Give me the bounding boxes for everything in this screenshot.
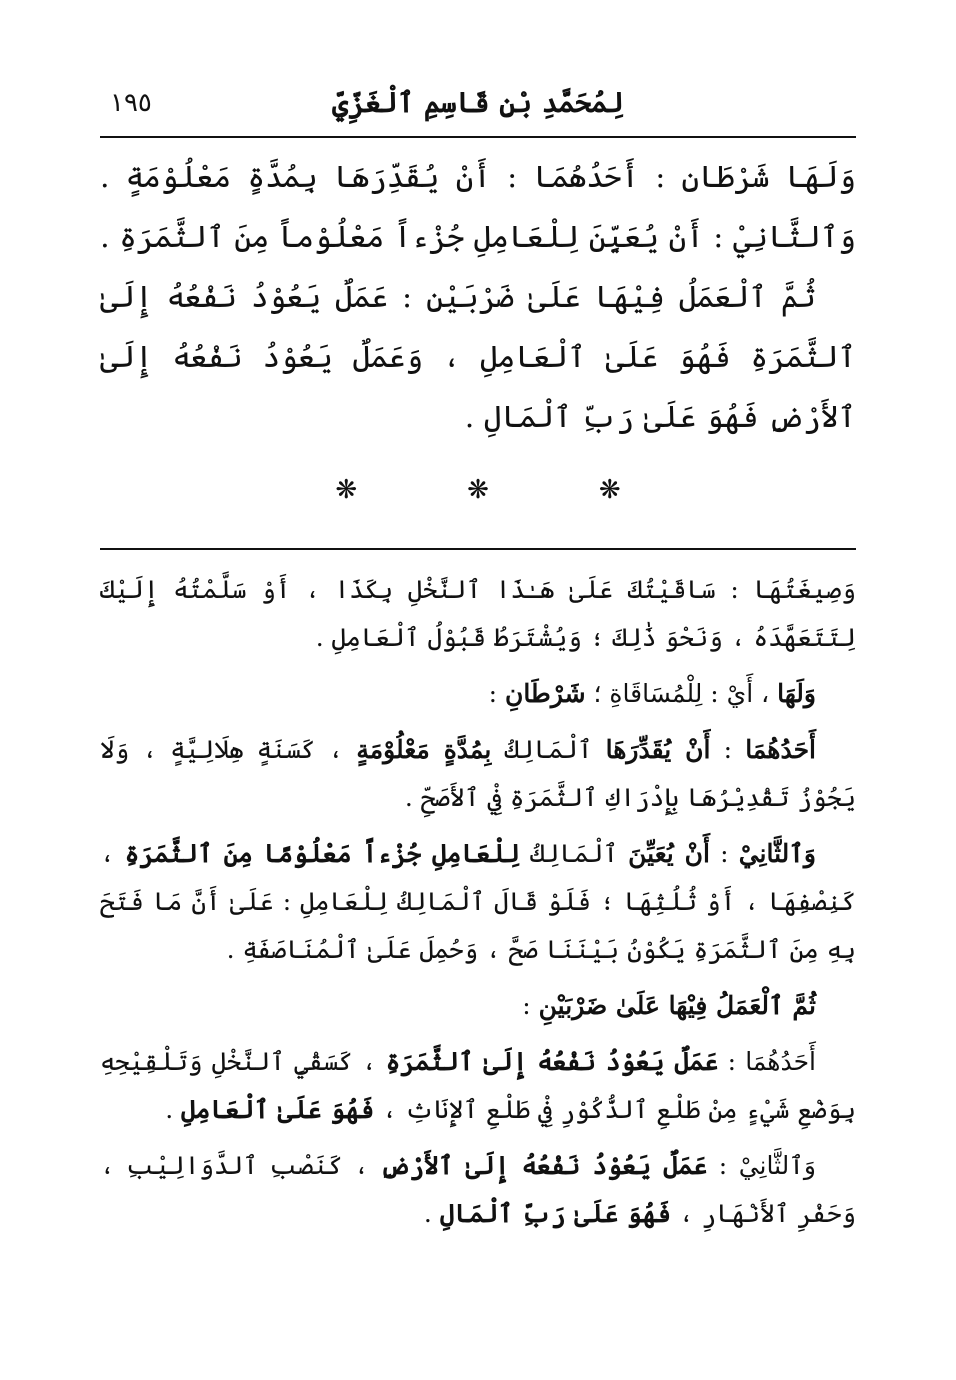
commentary-run: ، كَنِصْفِهَا ، أَوْ ثُلُثِهَا ؛ فَلَوْ قَالَ ٱلْمَالِكُ لِلْعَامِلِ : عَلَىٰ أَنَّ مَا فَتَحَ بِهِ مِنَ ٱلثَّمَرَةِ يَكُوْنُ بَيْنَنَا صَحَّ ، وَحُمِلَ عَلَىٰ ٱلْمُنَاصَفَةِ . <box>100 839 856 964</box>
matn-quote-bold: عَمَلٌ يَعُوْدُ نَفْعُهُ إِلَىٰ ٱلأَرْضِ <box>380 1151 708 1180</box>
section-separator <box>100 470 856 510</box>
commentary-run: ٱلْمَالِكُ <box>519 839 629 868</box>
matn-quote-bold: وَٱلثَّانِيْ <box>738 839 816 868</box>
commentary-run: : <box>488 679 505 708</box>
commentary-paragraph <box>100 982 856 1030</box>
matn-paragraph: وَلَهَا شَرْطَانِ : أَحَدُهُمَا : أَنْ يُقَدِّرَهَا بِمُدَّةٍ مَعْلُوْمَةٍ . وَٱلثَّانِيْ : أَنْ يُعَيِّنَ لِلْعَامِلِ جُزْءاً مَعْلُوْماً مِنَ ٱلثَّمَرَةِ . <box>100 160 856 255</box>
asterisk-ornament: ❋ <box>598 475 621 505</box>
matn-paragraph: ثُمَّ ٱلْعَمَلُ فِيْهَا عَلَىٰ ضَرْبَيْنِ : عَمَلٌ يَعُوْدُ نَفْعُهُ إِلَىٰ ٱلثَّمَرَةِ فَهُوَ عَلَىٰ ٱلْعَامِلِ ، وَعَمَلٌ يَعُوْدُ نَفْعُهُ إِلَىٰ ٱلأَرْضِ فَهُوَ عَلَىٰ رَبِّ ٱلْمَالِ . <box>100 280 856 435</box>
main-text <box>100 148 856 448</box>
author-title: لِمُحَمَّدِ بْنِ قَاسِمِ ٱلْغَزِّيِّ <box>332 86 624 119</box>
commentary-paragraph <box>100 726 856 822</box>
matn-quote-bold: لِلْعَامِلِ جُزْءاً مَعْلُوْمًا مِنَ ٱلثَّمَرَةِ <box>124 839 520 868</box>
commentary-run: . <box>165 1095 182 1124</box>
matn-quote-bold: بِمُدَّةٍ مَعْلُوْمَةٍ <box>356 735 492 764</box>
commentary-run: وَٱلثَّانِيْ : <box>707 1151 816 1180</box>
commentary-run: أَحَدُهُمَا : <box>718 1047 816 1076</box>
matn-quote-bold: ثُمَّ ٱلْعَمَلُ فِيْهَا عَلَىٰ ضَرْبَيْنِ <box>538 991 816 1020</box>
commentary-run: ، كَسَقْيِ ٱلنَّخْلِ وَتَلْقِيْحِهِ بِوَضْعِ شَيْءٍ مِنْ طَلْعِ ٱلذُّكُوْرِ فِيْ طَلْعِ ٱلإِنَاثِ ، <box>100 1047 856 1124</box>
matn-quote-bold: أَنْ يُقَدِّرَهَا <box>605 735 711 764</box>
page-number: ١٩٥ <box>110 88 152 118</box>
commentary-run: ، كَسَنَةٍ هِلَالِيَّةٍ ، وَلَا يَجُوْزُ تَقْدِيْرُهَا بِإِدْرَاكِ ٱلثَّمَرَةِ فِيْ ٱلأَصَحِّ . <box>100 735 856 812</box>
commentary-run: . <box>423 1199 440 1228</box>
asterisk-ornament: ❋ <box>467 475 489 505</box>
commentary-run: ، كَنَصْبِ ٱلدَّوَالِيْبِ ، وَحَفْرِ ٱلأَنْهَارِ ، <box>100 1151 856 1228</box>
matn-quote-bold: وَلَهَا <box>777 679 816 708</box>
matn-quote-bold: عَمَلٌ يَعُوْدُ نَفْعُهُ إِلَىٰ ٱلثَّمَرَةِ <box>385 1047 719 1076</box>
running-header <box>100 78 856 138</box>
commentary-run: : <box>522 991 539 1020</box>
matn-quote-bold: فَهُوَ عَلَىٰ ٱلْعَامِلِ <box>181 1095 375 1124</box>
matn-quote-bold: فَهُوَ عَلَىٰ رَبِّ ٱلْمَالِ <box>439 1199 672 1228</box>
divider-line <box>100 548 856 550</box>
commentary-paragraph <box>100 670 856 718</box>
commentary-paragraph <box>100 566 856 662</box>
commentary-run: وَصِيغَتُهَا : سَاقَيْتُكَ عَلَىٰ هَـٰذَا ٱلنَّخْلِ بِكَذَا ، أَوْ سَلَّمْتُهُ إِلَيْكَ لِتَتَعَهَّدَهُ ، وَنَحْوَ ذَٰلِكَ ؛ وَيُشْتَرَطُ قَبُوْلُ ٱلْعَامِلِ . <box>100 575 856 652</box>
matn-quote-bold: أَحَدُهُمَا <box>745 735 816 764</box>
commentary-paragraph <box>100 1038 856 1134</box>
commentary-run: : <box>709 839 739 868</box>
commentary-run: ٱلْمَالِكُ <box>491 735 606 764</box>
commentary-run: : <box>710 735 746 764</box>
book-page <box>100 78 856 1368</box>
asterisk-ornament: ❋ <box>335 475 358 505</box>
commentary-run: ، أَيْ : لِلْمُسَاقَاةِ ؛ <box>585 679 778 708</box>
commentary-paragraph <box>100 1142 856 1238</box>
commentary-paragraph <box>100 830 856 974</box>
matn-quote-bold: شَرْطَانِ <box>504 679 586 708</box>
commentary-text <box>100 566 856 1238</box>
matn-quote-bold: أَنْ يُعَيِّنَ <box>628 839 710 868</box>
